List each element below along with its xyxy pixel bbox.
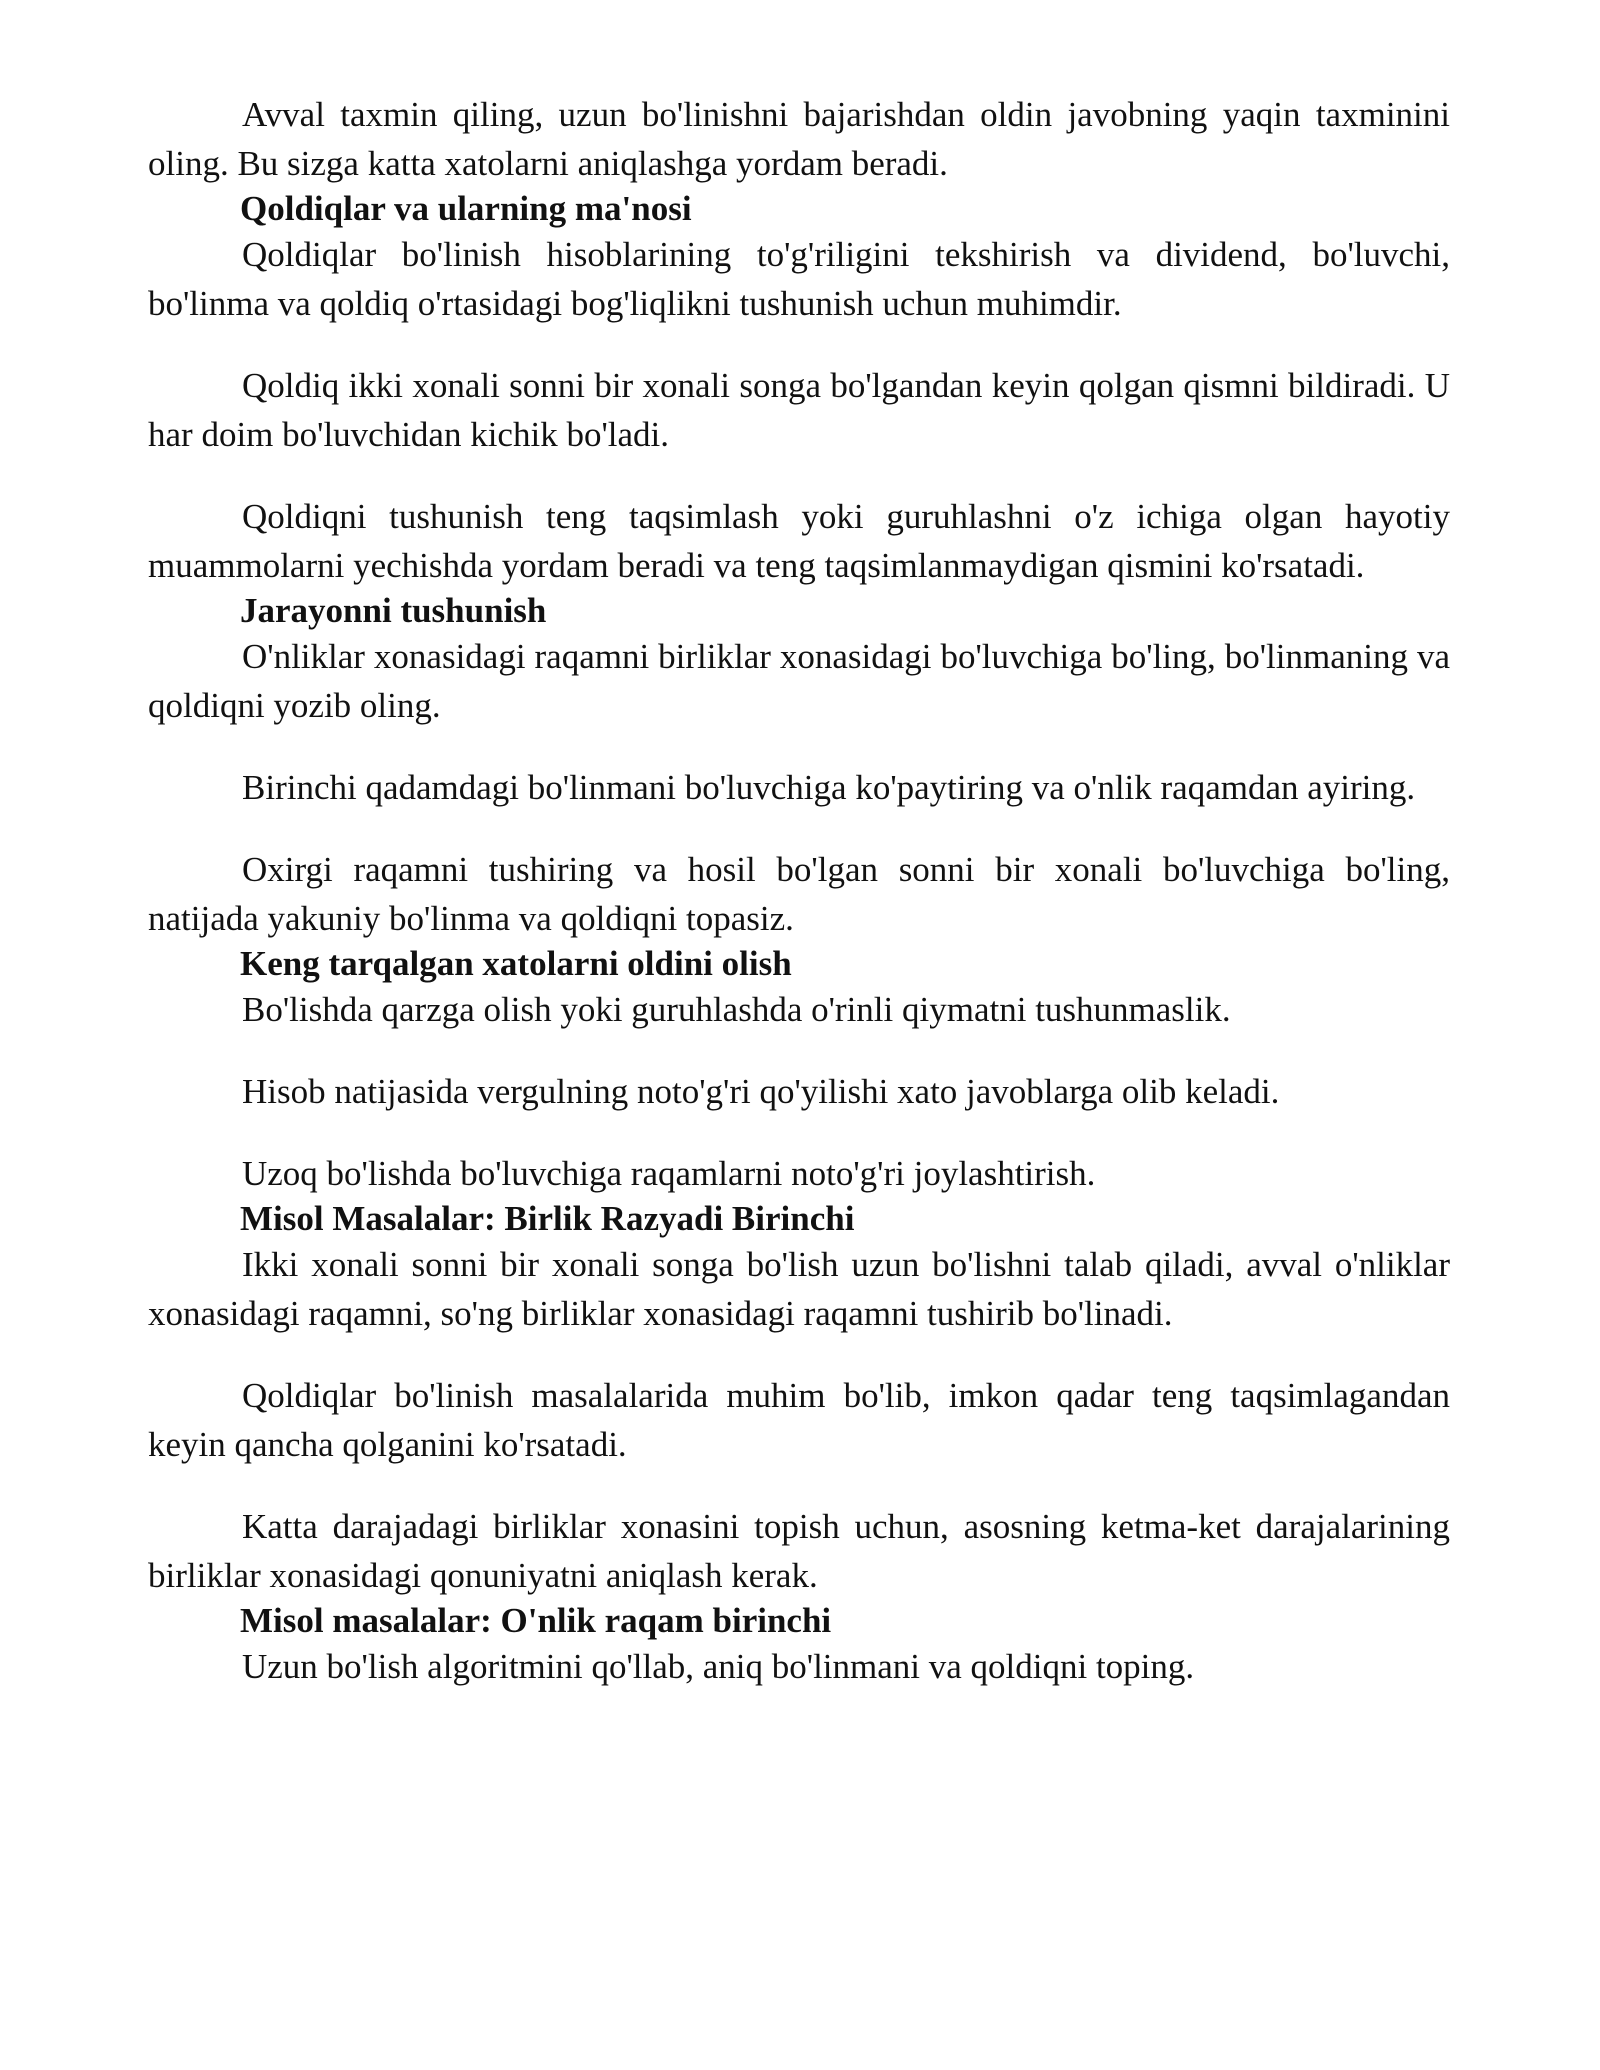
paragraph: Hisob natijasida vergulning noto'g'ri qo'yilishi xato javoblarga olib keladi. (242, 1072, 1280, 1111)
section-heading: Jarayonni tushunish (240, 591, 547, 630)
paragraph: Oxirgi raqamni tushiring va hosil bo'lgan sonni bir xonali bo'luvchiga bo'ling, natijada yakuniy bo'linma va qoldiqni topasiz. (148, 850, 1450, 938)
section-heading: Qoldiqlar va ularning ma'nosi (240, 189, 692, 228)
paragraph: Bo'lishda qarzga olish yoki guruhlashda o'rinli qiymatni tushunmaslik. (242, 990, 1231, 1029)
section-example-tens-first (148, 1600, 1450, 1691)
paragraph: Qoldiqlar bo'linish hisoblarining to'g'riligini tekshirish va dividend, bo'luvchi, bo'linma va qoldiq o'rtasidagi bog'liqlikni tushunish uchun muhimdir. (148, 235, 1450, 323)
section-remainders (148, 188, 1450, 590)
paragraph: Birinchi qadamdagi bo'linmani bo'luvchiga ko'paytiring va o'nlik raqamdan ayiring. (242, 768, 1416, 807)
paragraph: Uzoq bo'lishda bo'luvchiga raqamlarni noto'g'ri joylashtirish. (242, 1154, 1096, 1193)
section-heading: Misol Masalalar: Birlik Razyadi Birinchi (240, 1199, 855, 1238)
paragraph: Ikki xonali sonni bir xonali songa bo'lish uzun bo'lishni talab qiladi, avval o'nliklar xonasidagi raqamni, so'ng birliklar xonasidagi raqamni tushirib bo'linadi. (148, 1245, 1450, 1333)
paragraph: Katta darajadagi birliklar xonasini topish uchun, asosning ketma-ket darajalarining birliklar xonasidagi qonuniyatni aniqlash kerak. (148, 1507, 1450, 1595)
section-heading: Keng tarqalgan xatolarni oldini olish (240, 944, 792, 983)
document-page (148, 90, 1450, 1691)
section-example-units-first (148, 1198, 1450, 1600)
section-process (148, 590, 1450, 943)
paragraph: Qoldiqni tushunish teng taqsimlash yoki guruhlashni o'z ichiga olgan hayotiy muammolarni yechishda yordam beradi va teng taqsimlanmaydigan qismini ko'rsatadi. (148, 497, 1450, 585)
paragraph: O'nliklar xonasidagi raqamni birliklar xonasidagi bo'luvchiga bo'ling, bo'linmaning va qoldiqni yozib oling. (148, 637, 1450, 725)
section-heading: Misol masalalar: O'nlik raqam birinchi (240, 1601, 832, 1640)
paragraph: Qoldiq ikki xonali sonni bir xonali songa bo'lgandan keyin qolgan qismni bildiradi. U har doim bo'luvchidan kichik bo'ladi. (148, 366, 1450, 454)
section-common-errors (148, 943, 1450, 1198)
paragraph: Qoldiqlar bo'linish masalalarida muhim bo'lib, imkon qadar teng taqsimlagandan keyin qancha qolganini ko'rsatadi. (148, 1376, 1450, 1464)
intro-paragraph: Avval taxmin qiling, uzun bo'linishni bajarishdan oldin javobning yaqin taxminini oling. Bu sizga katta xatolarni aniqlashga yordam beradi. (148, 95, 1450, 183)
paragraph: Uzun bo'lish algoritmini qo'llab, aniq bo'linmani va qoldiqni toping. (242, 1647, 1195, 1686)
